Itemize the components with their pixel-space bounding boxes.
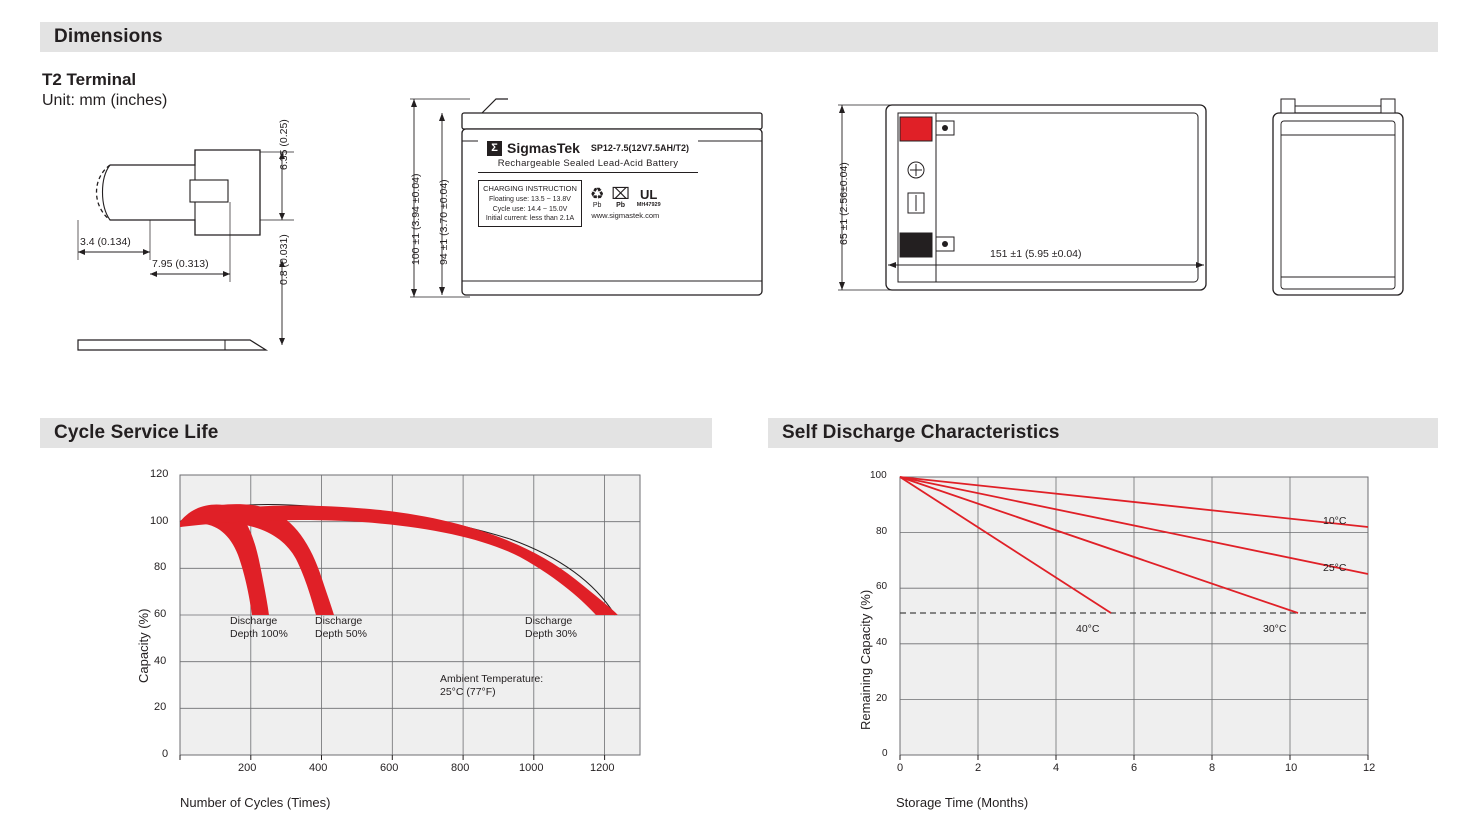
top-view-drawing bbox=[818, 85, 1238, 315]
product-label bbox=[478, 140, 698, 250]
charging-line-3: Initial current: less than 2.1A bbox=[485, 215, 575, 222]
self-x-axis-title: Storage Time (Months) bbox=[896, 795, 1029, 810]
annotation-depth-50-line2: Depth 50% bbox=[315, 628, 367, 641]
annotation-depth-100-line2: Depth 100% bbox=[230, 628, 288, 641]
side-view-drawing bbox=[1255, 85, 1435, 315]
section-title-self-discharge: Self Discharge Characteristics bbox=[782, 422, 1060, 443]
symbol-row bbox=[590, 185, 661, 209]
dim-top-length: 151 ±1 (5.95 ±0.04) bbox=[986, 248, 1086, 260]
self-ytick-20: 20 bbox=[876, 693, 888, 704]
cycle-y-axis-title: Capacity (%) bbox=[136, 608, 151, 683]
brand-name: SigmasTek bbox=[507, 140, 580, 156]
dim-front-total-height: 100 ±1 (3.94 ±0.04) bbox=[410, 173, 422, 265]
sigmastek-logo-icon: Σ bbox=[487, 141, 502, 156]
model-number: SP12-7.5(12V7.5AH/T2) bbox=[590, 143, 689, 153]
cycle-ytick-20: 20 bbox=[154, 701, 167, 713]
dim-terminal-height: 6.35 (0.25) bbox=[278, 119, 290, 170]
recycle-icon: ♻ Pb bbox=[590, 185, 605, 209]
self-xtick-12: 12 bbox=[1363, 762, 1376, 774]
self-xtick-8: 8 bbox=[1209, 762, 1216, 774]
annotation-ambient-line1: Ambient Temperature: bbox=[440, 673, 544, 685]
self-ytick-60: 60 bbox=[876, 581, 888, 592]
dim-terminal-width-mid: 7.95 (0.313) bbox=[152, 258, 209, 270]
dim-top-width: 65 ±1 (2.56±0.04) bbox=[838, 162, 850, 245]
self-xtick-4: 4 bbox=[1053, 762, 1060, 774]
charging-line-2: Cycle use: 14.4 ~ 15.0V bbox=[492, 205, 568, 213]
section-header-dimensions bbox=[40, 22, 1438, 52]
annotation-ambient-line2: 25°C (77°F) bbox=[440, 686, 496, 699]
annotation-depth-50 bbox=[315, 615, 367, 641]
t2-terminal-title: T2 Terminal bbox=[42, 70, 137, 89]
recycle-label: Pb bbox=[592, 201, 602, 209]
brand-row bbox=[478, 140, 698, 156]
cycle-xtick-800: 800 bbox=[451, 762, 470, 774]
cycle-ytick-80: 80 bbox=[154, 561, 167, 573]
side-view-svg bbox=[1255, 85, 1435, 315]
charging-line-1: Floating use: 13.5 ~ 13.8V bbox=[489, 196, 571, 204]
no-bin-icon: ⌧ Pb bbox=[611, 185, 630, 209]
ul-text: UL bbox=[640, 187, 658, 203]
self-ytick-0: 0 bbox=[882, 748, 888, 759]
self-ytick-80: 80 bbox=[876, 526, 888, 537]
annotation-ambient-temperature bbox=[440, 673, 543, 699]
bin-label: Pb bbox=[616, 201, 626, 209]
annotation-depth-100 bbox=[230, 615, 288, 641]
charging-instruction-box bbox=[478, 180, 582, 227]
unit-label: Unit: mm (inches) bbox=[42, 92, 168, 109]
self-xtick-6: 6 bbox=[1131, 762, 1138, 774]
dim-terminal-width-left: 3.4 (0.134) bbox=[80, 236, 131, 248]
self-ytick-40: 40 bbox=[876, 637, 888, 648]
cycle-ytick-60: 60 bbox=[154, 608, 167, 620]
annotation-depth-30 bbox=[525, 615, 577, 641]
label-subtitle: Rechargeable Sealed Lead-Acid Battery bbox=[478, 158, 698, 173]
series-label-40c: 40°C bbox=[1076, 623, 1100, 635]
cycle-xtick-1000: 1000 bbox=[519, 762, 544, 774]
self-xtick-10: 10 bbox=[1285, 762, 1298, 774]
ul-file-number: MH47929 bbox=[636, 202, 661, 209]
website-text: www.sigmastek.com bbox=[591, 210, 660, 220]
cycle-ytick-40: 40 bbox=[154, 655, 167, 667]
annotation-depth-30-line2: Depth 30% bbox=[525, 628, 577, 641]
self-discharge-chart bbox=[768, 455, 1438, 825]
terminal-drawing bbox=[70, 119, 330, 370]
cycle-xtick-200: 200 bbox=[238, 762, 257, 774]
dim-front-body-height: 94 ±1 (3.70 ±0.04) bbox=[438, 179, 450, 265]
cycle-ytick-0: 0 bbox=[162, 748, 169, 760]
self-xtick-0: 0 bbox=[897, 762, 904, 774]
cycle-xtick-600: 600 bbox=[380, 762, 399, 774]
self-y-axis-title: Remaining Capacity (%) bbox=[858, 589, 873, 730]
series-label-30c: 30°C bbox=[1263, 623, 1287, 635]
charging-title: CHARGING INSTRUCTION bbox=[483, 184, 577, 193]
series-label-10c: 10°C bbox=[1323, 515, 1347, 527]
section-header-self-discharge bbox=[768, 418, 1438, 448]
front-view-drawing bbox=[400, 85, 800, 315]
annotation-depth-100-line1: Discharge bbox=[230, 615, 278, 627]
cycle-xtick-400: 400 bbox=[309, 762, 328, 774]
section-header-cycle-service-life bbox=[40, 418, 712, 448]
cycle-xtick-1200: 1200 bbox=[590, 762, 615, 774]
self-xtick-2: 2 bbox=[975, 762, 982, 774]
dim-terminal-thickness: 0.8 (0.031) bbox=[278, 234, 290, 285]
annotation-depth-50-line1: Discharge bbox=[315, 615, 363, 627]
cycle-ytick-120: 120 bbox=[150, 468, 169, 480]
ul-mark-icon bbox=[637, 188, 661, 208]
series-label-25c: 25°C bbox=[1323, 562, 1347, 574]
cycle-x-axis-title: Number of Cycles (Times) bbox=[180, 795, 331, 810]
cycle-service-life-chart bbox=[40, 455, 712, 825]
section-title-dimensions: Dimensions bbox=[54, 26, 163, 47]
section-title-cycle-service-life: Cycle Service Life bbox=[54, 422, 219, 443]
terminal-svg bbox=[70, 140, 330, 370]
annotation-depth-30-line1: Discharge bbox=[525, 615, 573, 627]
self-ytick-100: 100 bbox=[870, 470, 887, 481]
top-view-svg bbox=[818, 85, 1238, 315]
cycle-ytick-100: 100 bbox=[150, 515, 169, 527]
